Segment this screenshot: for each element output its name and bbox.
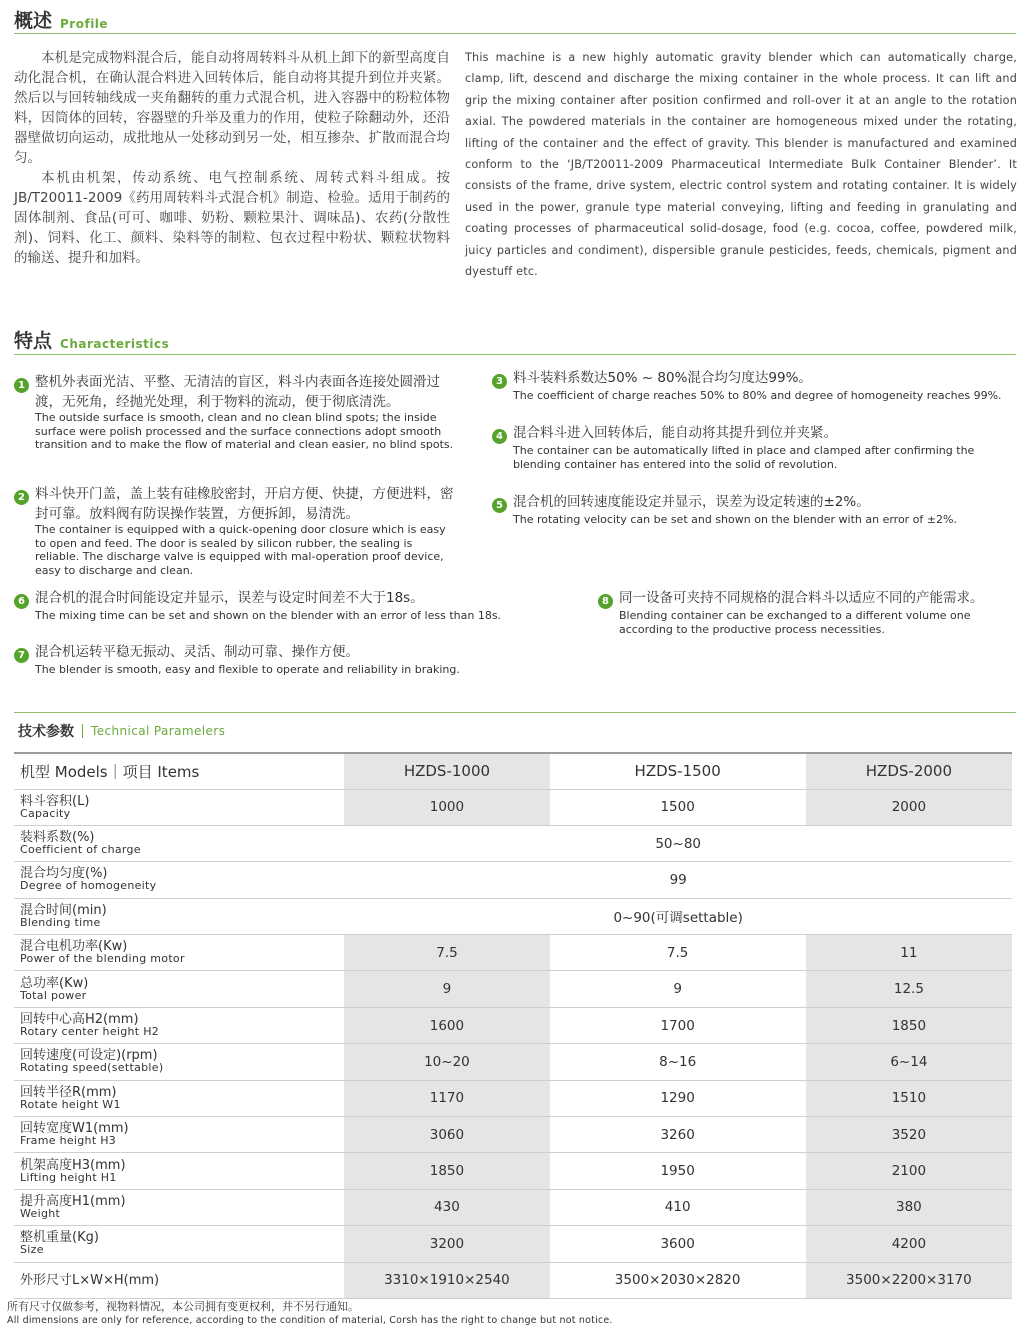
param-label [14,1080,344,1116]
param-label-en: Rotary center height H2 [20,1025,160,1039]
table-row [14,1226,1012,1262]
param-value: 4200 [806,1226,1012,1262]
table-row [14,1262,1012,1298]
feature-number-badge: 1 [14,378,29,393]
param-value: 430 [344,1189,549,1225]
param-label [14,935,344,971]
param-value: 1510 [806,1080,1012,1116]
table-row [14,825,1012,861]
table-row [14,1007,1012,1043]
param-value: 1850 [344,1153,549,1189]
param-label-en: Rotate height W1 [20,1097,121,1111]
feature-item [14,643,574,677]
param-value: 1600 [344,1007,549,1043]
params-top-divider [14,712,1016,713]
param-value: 12.5 [806,971,1012,1007]
characteristics-title-cn: 特点 [14,330,53,352]
feature-text-cn: 料斗快开门盖，盖上装有硅橡胶密封，开启方便、快捷，方便进料，密封可靠。放料阀有防误操作装置，方便拆卸，易清洗。 [35,486,454,522]
table-row [14,789,1012,825]
param-value: 2000 [806,789,1012,825]
feature-text-en: The rotating velocity can be set and shown on the blender with an error of ±2%. [513,513,957,526]
param-label-cn: 回转中心高H2(mm) [20,1012,139,1028]
params-header-label: 机型 Models｜项目 Items [14,753,344,789]
param-label-cn: 回转半径R(mm) [20,1084,117,1100]
table-row [14,898,1012,934]
feature-text-en: The container is equipped with a quick-opening door closure which is easy to open and feed. The door is sealed by silicon rubber, the sealing is reliable. The discharge valve is equipped with mal-operation proof device, easy to discharge and clean. [35,523,446,578]
param-label-en: Power of the blending motor [20,952,185,966]
param-label-cn: 整机重量(Kg) [20,1230,99,1246]
param-label-cn: 总功率(Kw) [20,975,89,991]
characteristics-title-en: Characteristics [60,337,170,351]
param-label [14,1117,344,1153]
param-value: 1290 [550,1080,806,1116]
param-label [14,1007,344,1043]
model-header: HZDS-1000 [344,753,549,789]
param-label-cn: 混合时间(min) [20,902,107,918]
param-value: 1700 [550,1007,806,1043]
param-value: 3200 [344,1226,549,1262]
feature-text-cn: 混合机的回转速度能设定并显示，误差为设定转速的±2%。 [513,494,870,510]
param-label-en: Blending time [20,915,101,929]
params-heading [18,721,225,741]
feature-number-badge: 4 [492,429,507,444]
params-title-en: Technical Paramelers [91,724,226,738]
param-label-cn: 外形尺寸L×W×H(mm) [20,1272,160,1288]
footnote-en: All dimensions are only for reference, according to the condition of material, Corsh has the right to change but not notice. [7,1315,613,1326]
param-value-merged: 99 [344,862,1012,898]
param-value: 1950 [550,1153,806,1189]
feature-text-cn: 混合料斗进入回转体后，能自动将其提升到位并夹紧。 [513,425,837,441]
feature-text-cn: 混合机运转平稳无振动、灵活、制动可靠、操作方便。 [35,644,359,660]
params-table [14,752,1012,1299]
profile-text-en [465,47,1017,282]
feature-item [492,424,1002,471]
table-row [14,1189,1012,1225]
profile-en-paragraph: This machine is a new highly automatic gravity blender which can automatically charge, clamp, lift, descend and discharge the mixing container in the whole process. It can lift and grip the mixing container after position confirmed and roll-over it at an angle to the rotation axial. The powdered materials in the container are homogeneous mixed under the rotating, lifting of the container and the effect of gravity. This blender is manufactured and examined conform to the ‘JB/T20011-2009 Pharmaceutical Intermediate Bulk Container Blender’. It consists of the frame, drive system, electric control system and rotating container. It is widely used in the power, granule type material conveying, lifting and feeding in granulating and coating processes of pharmaceutical solid-dosage, food (e.g. cocoa, coffee, powdered milk, juicy particles and condiment), dispersible granule pesticides, feeds, chemicals, pigment and dyestuff etc. [465,51,1017,279]
params-header-row [14,753,1012,789]
feature-number-badge: 5 [492,498,507,513]
param-value: 3310×1910×2540 [344,1262,549,1298]
profile-divider [14,33,1016,34]
feature-item [14,589,574,623]
param-label [14,1153,344,1189]
param-label-en: Total power [20,988,87,1002]
feature-text-cn: 料斗装料系数达50% ~ 80%混合均匀度达99%。 [513,370,812,386]
param-value: 3500×2030×2820 [550,1262,806,1298]
param-label [14,789,344,825]
profile-heading [14,6,108,33]
model-header: HZDS-2000 [806,753,1012,789]
feature-text-cn: 整机外表面光洁、平整、无清洁的盲区，料斗内表面各连接处圆滑过渡，无死角，经抛光处理，利于物料的流动，便于彻底清洗。 [35,374,440,410]
param-value: 11 [806,935,1012,971]
characteristics-divider [14,354,1016,355]
param-label-en: Capacity [20,806,71,820]
table-row [14,971,1012,1007]
param-label [14,898,344,934]
param-label [14,862,344,898]
param-value: 2100 [806,1153,1012,1189]
feature-item [14,485,460,578]
feature-item [14,373,460,452]
param-value: 410 [550,1189,806,1225]
param-label-cn: 提升高度H1(mm) [20,1193,126,1209]
param-label [14,825,344,861]
feature-text-en: The mixing time can be set and shown on the blender with an error of less than 18s. [35,609,502,622]
param-label [14,1189,344,1225]
param-value: 8~16 [550,1044,806,1080]
feature-text-en: Blending container can be exchanged to a different volume one according to the productive process necessities. [619,609,971,636]
feature-item [492,369,1022,403]
profile-cn-paragraph-1: 本机是完成物料混合后，能自动将周转料斗从机上卸下的新型高度自动化混合机，在确认混合料进入回转体后，能自动将其提升到位并夹紧。然后以与回转轴线成一夹角翻转的重力式混合机，进入容器中的粉粒体物料，因筒体的回转，容器壁的升举及重力的作用，使粒子除翻动外，还沿器壁做切向运动，成批地从一处移动到另一处，相互掺杂、扩散而混合均匀。 [14,50,450,166]
param-label-cn: 机架高度H3(mm) [20,1157,126,1173]
feature-number-badge: 7 [14,648,29,663]
footnote [7,1300,613,1327]
param-value: 1500 [550,789,806,825]
param-value: 3060 [344,1117,549,1153]
param-label-en: Coefficient of charge [20,843,141,857]
param-label-en: Rotating speed(settable) [20,1061,164,1075]
params-title-separator [82,724,83,738]
param-label-en: Weight [20,1206,61,1220]
param-value: 6~14 [806,1044,1012,1080]
param-value: 7.5 [344,935,549,971]
feature-item [492,493,1012,527]
table-row [14,935,1012,971]
table-row [14,1044,1012,1080]
param-value: 9 [344,971,549,1007]
param-label-cn: 回转速度(可设定)(rpm) [20,1048,158,1064]
param-label [14,971,344,1007]
table-row [14,1080,1012,1116]
profile-title-en: Profile [60,17,109,31]
param-value: 1170 [344,1080,549,1116]
profile-cn-paragraph-2: 本机由机架，传动系统、电气控制系统、周转式料斗组成。按JB/T20011-2009《药用周转料斗式混合机》制造、检验。适用于制药的固体制剂、食品(可可、咖啡、奶粉、颗粒果汁、调味品)、农药(分散性剂)、饲料、化工、颜料、染料等的制粒、包衣过程中粉状、颗粒状物料的输送、提升和加料。 [14,170,450,266]
feature-number-badge: 3 [492,374,507,389]
param-value: 3260 [550,1117,806,1153]
param-label-cn: 回转宽度W1(mm) [20,1121,129,1137]
characteristics-heading [14,326,169,353]
param-value: 10~20 [344,1044,549,1080]
feature-item [598,589,1022,636]
param-value: 3500×2200×3170 [806,1262,1012,1298]
param-value: 9 [550,971,806,1007]
param-value-merged: 0~90(可调settable) [344,898,1012,934]
feature-text-cn: 同一设备可夹持不同规格的混合料斗以适应不同的产能需求。 [619,590,984,606]
param-value-merged: 50~80 [344,825,1012,861]
param-label-cn: 料斗容积(L) [20,793,90,809]
footnote-cn: 所有尺寸仅做参考，视物料情况，本公司拥有变更权利，并不另行通知。 [7,1300,359,1313]
feature-text-cn: 混合机的混合时间能设定并显示，误差与设定时间差不大于18s。 [35,590,424,606]
feature-text-en: The blender is smooth, easy and flexible to operate and reliability in braking. [35,663,460,676]
param-label-en: Frame height H3 [20,1134,117,1148]
profile-title-cn: 概述 [14,10,53,32]
model-header: HZDS-1500 [550,753,806,789]
params-title-cn: 技术参数 [18,724,74,740]
param-value: 380 [806,1189,1012,1225]
feature-number-badge: 6 [14,594,29,609]
param-label-en: Lifting height H1 [20,1170,117,1184]
feature-text-en: The container can be automatically lifted in place and clamped after confirming the blending container has entered into the solid of revolution. [513,444,975,471]
feature-number-badge: 8 [598,594,613,609]
table-row [14,1153,1012,1189]
param-label-en: Degree of homogeneity [20,879,157,893]
feature-text-en: The coefficient of charge reaches 50% to 80% and degree of homogeneity reaches 99%. [513,389,1002,402]
param-label-cn: 装料系数(%) [20,830,95,846]
profile-text-cn [14,48,450,268]
param-label [14,1044,344,1080]
param-label [14,1226,344,1262]
feature-text-en: The outside surface is smooth, clean and no clean blind spots; the inside surface were polish processed and the surface connections adopt smooth transition and to make the flow of material and clean easier, no blind spots. [35,411,454,452]
param-value: 1850 [806,1007,1012,1043]
table-row [14,862,1012,898]
param-label-en: Size [20,1243,44,1257]
param-label [14,1262,344,1298]
param-value: 3600 [550,1226,806,1262]
param-value: 1000 [344,789,549,825]
param-value: 7.5 [550,935,806,971]
feature-number-badge: 2 [14,490,29,505]
param-label-cn: 混合均匀度(%) [20,866,108,882]
param-value: 3520 [806,1117,1012,1153]
table-row [14,1117,1012,1153]
param-label-cn: 混合电机功率(Kw) [20,939,128,955]
